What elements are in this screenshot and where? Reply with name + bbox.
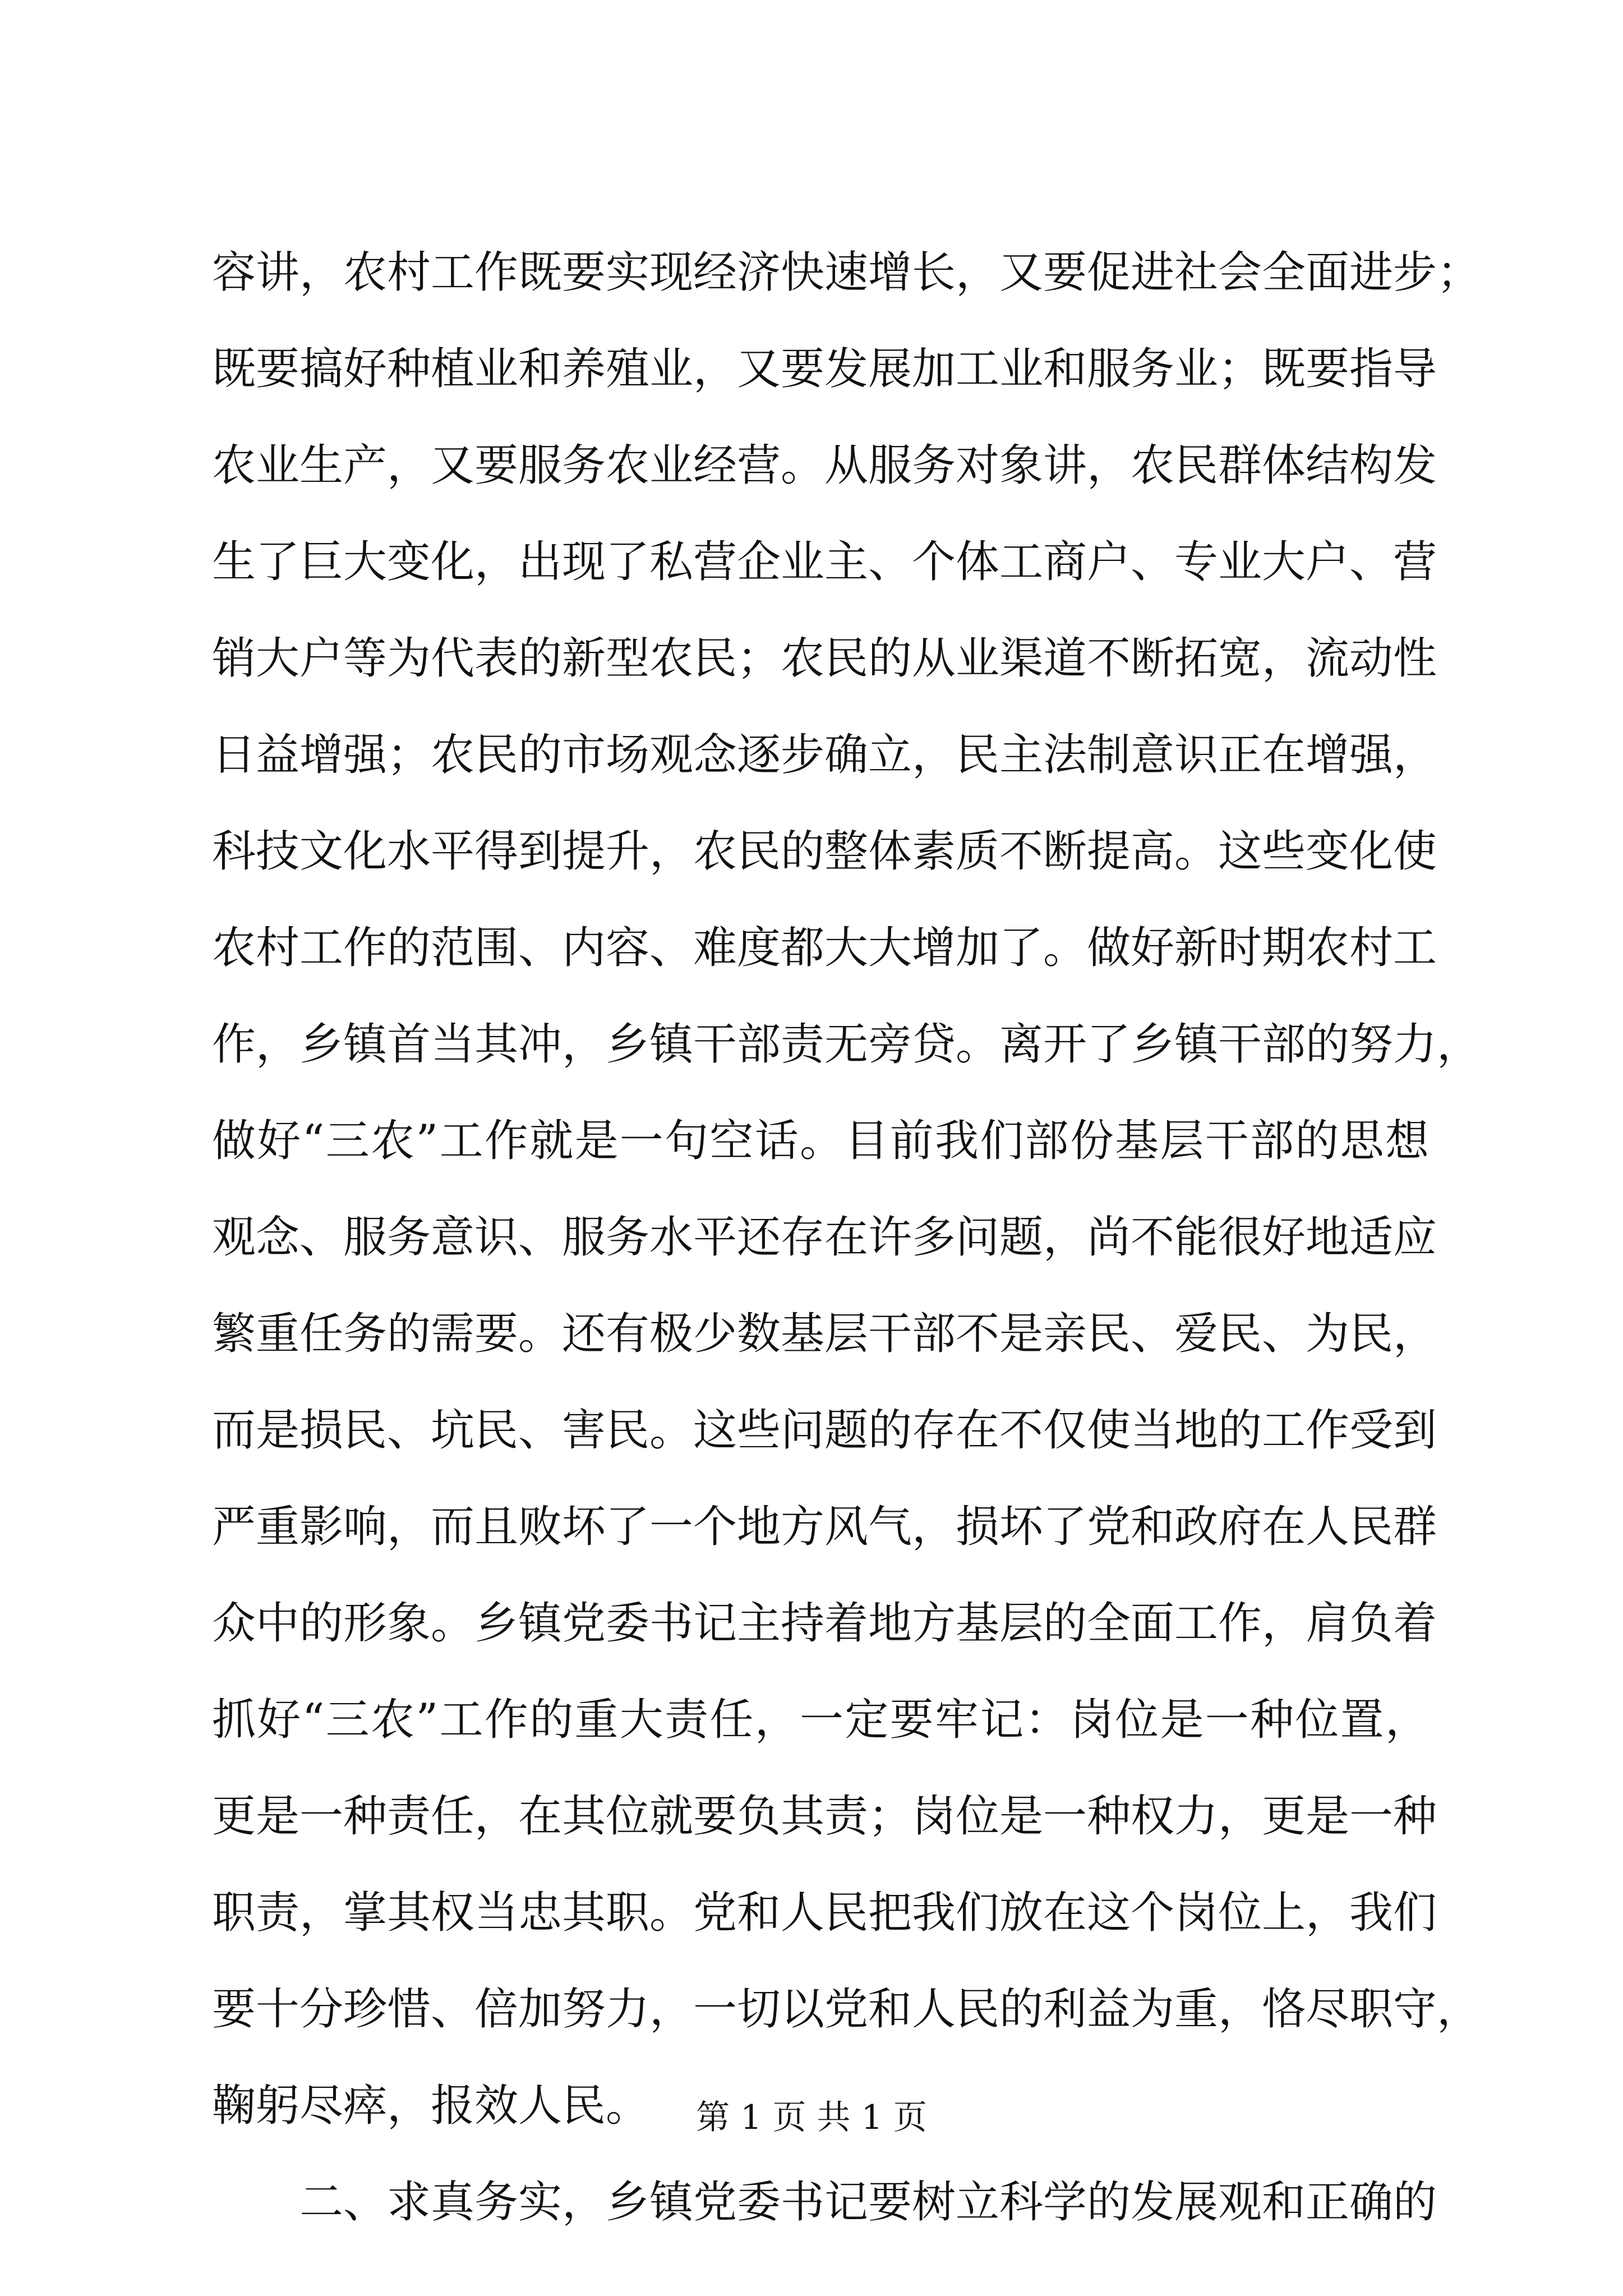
- text-line-4: 生了巨大变化，出现了私营企业主、个体工商户、专业大户、营: [212, 537, 1437, 587]
- text-line-15: 众中的形象。乡镇党委书记主持着地方基层的全面工作，肩负着: [212, 1598, 1437, 1649]
- section-heading-line: 二、求真务实，乡镇党委书记要树立科学的发展观和正确的: [299, 2177, 1437, 2228]
- text-line-5: 销大户等为代表的新型农民；农民的从业渠道不断拓宽，流动性: [212, 633, 1437, 684]
- text-line-17: 更是一种责任，在其位就要负其责；岗位是一种权力，更是一种: [212, 1791, 1437, 1842]
- text-line-12: 繁重任务的需要。还有极少数基层干部不是亲民、爱民、为民，: [212, 1309, 1437, 1359]
- text-line-2: 既要搞好种植业和养殖业，又要发展加工业和服务业；既要指导: [212, 344, 1437, 394]
- text-line-10: 做好“三农”工作就是一句空话。目前我们部份基层干部的思想: [212, 1116, 1429, 1166]
- text-line-6: 日益增强；农民的市场观念逐步确立，民主法制意识正在增强，: [212, 730, 1437, 780]
- text-line-7: 科技文化水平得到提升，农民的整体素质不断提高。这些变化使: [212, 826, 1437, 877]
- text-line-14: 严重影响，而且败坏了一个地方风气，损坏了党和政府在人民群: [212, 1502, 1437, 1552]
- text-line-8: 农村工作的范围、内容、难度都大大增加了。做好新时期农村工: [212, 923, 1437, 973]
- text-line-19: 要十分珍惜、倍加努力，一切以党和人民的利益为重，恪尽职守，: [212, 1984, 1481, 2035]
- text-line-18: 职责，掌其权当忠其职。党和人民把我们放在这个岗位上，我们: [212, 1888, 1437, 1938]
- text-line-13: 而是损民、坑民、害民。这些问题的存在不仅使当地的工作受到: [212, 1405, 1437, 1456]
- text-line-3: 农业生产，又要服务农业经营。从服务对象讲，农民群体结构发: [212, 440, 1437, 491]
- body-text: [212, 224, 1481, 2251]
- page-footer: 第 1 页 共 1 页: [696, 2098, 927, 2137]
- text-line-1: 容讲，农村工作既要实现经济快速增长，又要促进社会全面进步；: [212, 247, 1481, 298]
- text-line-20: 鞠躬尽瘁，报效人民。: [212, 2081, 650, 2131]
- text-line-16: 抓好“三农”工作的重大责任，一定要牢记：岗位是一种位置，: [212, 1695, 1429, 1745]
- text-line-9: 作，乡镇首当其冲，乡镇干部责无旁贷。离开了乡镇干部的努力，: [212, 1019, 1481, 1070]
- text-line-11: 观念、服务意识、服务水平还存在许多问题，尚不能很好地适应: [212, 1212, 1437, 1263]
